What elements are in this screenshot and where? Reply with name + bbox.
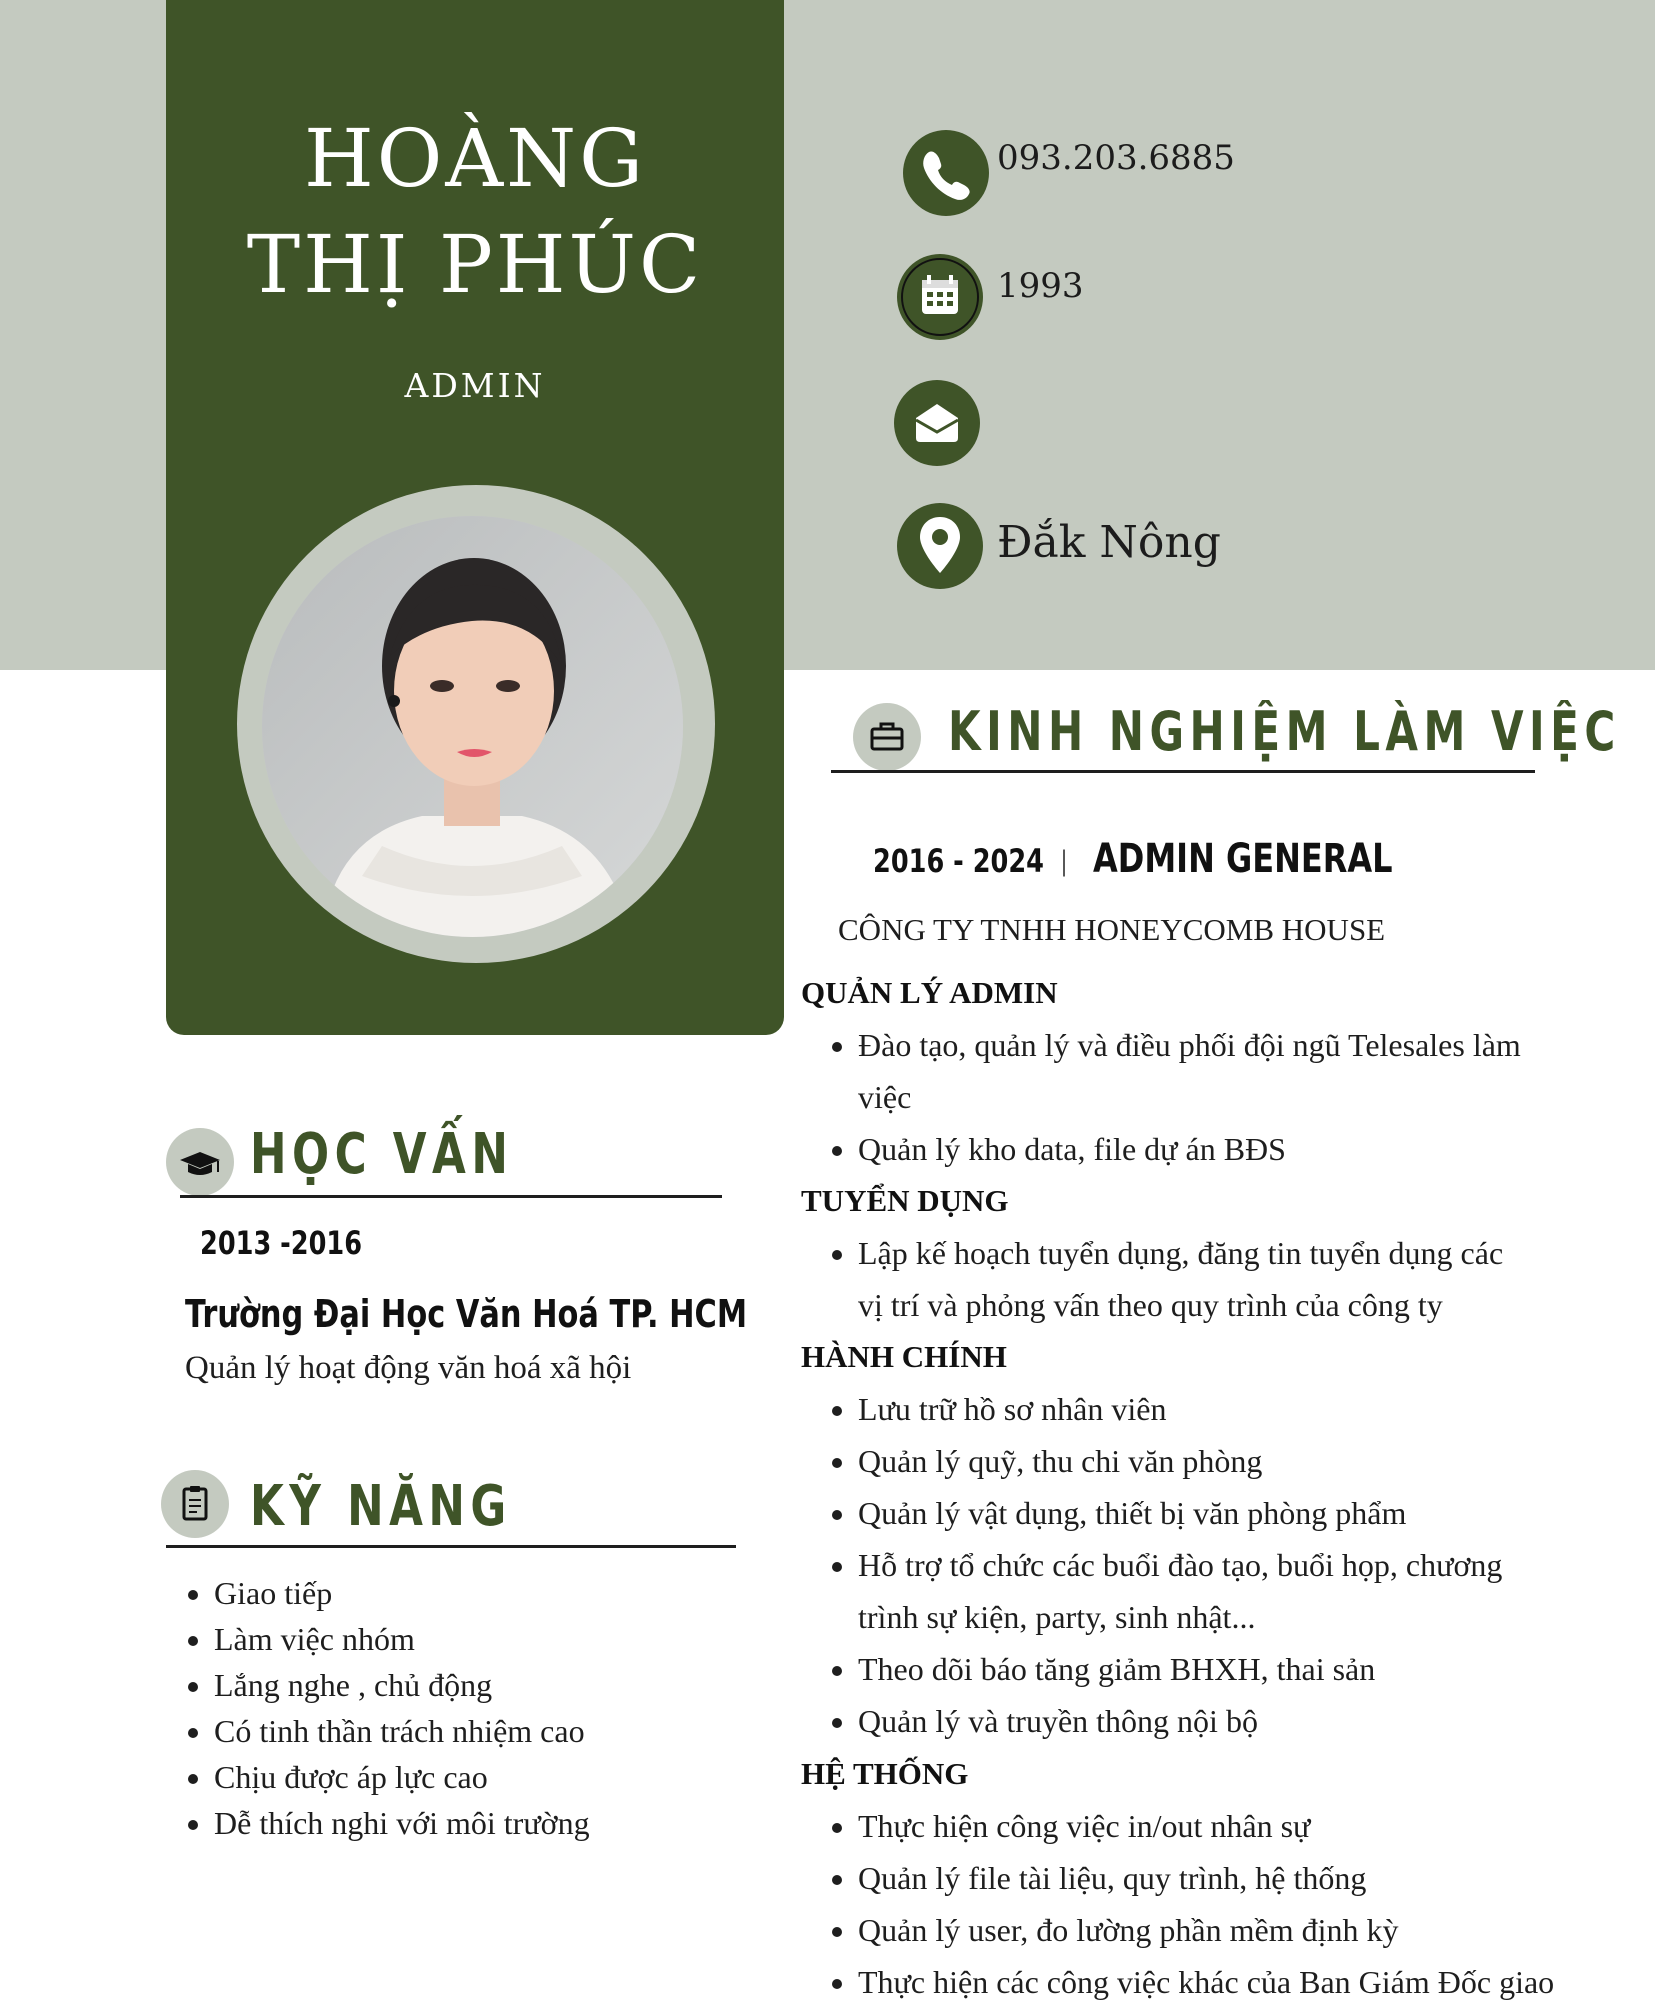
list-item: • Thực hiện các công việc khác của Ban Giám Đốc giao (858, 1956, 1655, 2008)
list-item: • Lưu trữ hồ sơ nhân viên (858, 1383, 1655, 1435)
school-name: Trường Đại Học Văn Hoá TP. HCM (185, 1292, 748, 1336)
name-line-2: THỊ PHÚC (246, 218, 704, 311)
list-item: • Theo dõi báo tăng giảm BHXH, thai sản (858, 1643, 1655, 1695)
skills-divider (166, 1545, 736, 1548)
skill-item: • Lắng nghe , chủ động (214, 1662, 590, 1708)
list-item: • Thực hiện công việc in/out nhân sự (858, 1800, 1655, 1852)
name-line-1: HOÀNG (303, 112, 647, 205)
education-heading: HỌC VẤN (250, 1122, 514, 1187)
skill-item: • Có tinh thần trách nhiệm cao (214, 1708, 590, 1754)
skills-list (172, 1570, 590, 1846)
skill-item: • Làm việc nhóm (214, 1616, 590, 1662)
subsection-administration: HÀNH CHÍNH (801, 1339, 1007, 1374)
major: Quản lý hoạt động văn hoá xã hội (185, 1350, 632, 1386)
phone-number: 093.203.6885 (997, 138, 1235, 178)
skill-item: • Giao tiếp (214, 1570, 590, 1616)
job-role: ADMIN (404, 366, 546, 405)
experience-separator: | (1061, 844, 1068, 877)
experience-position: ADMIN GENERAL (1093, 836, 1393, 882)
profile-photo (262, 516, 683, 937)
list-item: • Quản lý user, đo lường phần mềm định kỳ (858, 1904, 1655, 1956)
list-item: • Quản lý kho data, file dự án BĐS (858, 1123, 1655, 1175)
recruitment-duties (816, 1227, 1655, 1331)
administration-duties (816, 1383, 1655, 1747)
list-item: • Đào tạo, quản lý và điều phối đội ngũ Telesales làm việc (858, 1019, 1655, 1123)
education-years: 2013 -2016 (200, 1224, 363, 1262)
birth-year: 1993 (997, 266, 1084, 306)
subsection-admin: QUẢN LÝ ADMIN (801, 975, 1058, 1010)
list-item: • Quản lý vật dụng, thiết bị văn phòng phẩm (858, 1487, 1655, 1539)
email-icon (894, 380, 980, 466)
skills-heading: KỸ NĂNG (250, 1474, 512, 1539)
admin-duties (816, 1019, 1655, 1175)
list-item: • Hỗ trợ tổ chức các buổi đào tạo, buổi họp, chương trình sự kiện, party, sinh nhật... (858, 1539, 1655, 1643)
subsection-recruitment: TUYỂN DỤNG (801, 1183, 1009, 1218)
briefcase-icon (853, 703, 921, 771)
location-pin-icon (897, 503, 983, 589)
clipboard-icon (161, 1470, 229, 1538)
experience-heading: KINH NGHIỆM LÀM VIỆC (948, 700, 1621, 763)
skill-item: • Dễ thích nghi với môi trường (214, 1800, 590, 1846)
subsection-system: HỆ THỐNG (801, 1756, 969, 1791)
list-item: • Quản lý quỹ, thu chi văn phòng (858, 1435, 1655, 1487)
system-duties (816, 1800, 1655, 2008)
company-name: CÔNG TY TNHH HONEYCOMB HOUSE (838, 912, 1386, 947)
list-item: • Quản lý file tài liệu, quy trình, hệ thống (858, 1852, 1655, 1904)
location: Đắk Nông (997, 517, 1221, 568)
calendar-icon (897, 254, 983, 340)
list-item: • Quản lý và truyền thông nội bộ (858, 1695, 1655, 1747)
graduation-cap-icon (166, 1128, 234, 1196)
phone-icon (903, 130, 989, 216)
education-divider (180, 1195, 722, 1198)
experience-divider (831, 770, 1535, 773)
experience-period: 2016 - 2024 (873, 842, 1044, 880)
skill-item: • Chịu được áp lực cao (214, 1754, 590, 1800)
list-item: • Lập kế hoạch tuyển dụng, đăng tin tuyển dụng các vị trí và phỏng vấn theo quy trình của công ty (858, 1227, 1655, 1331)
